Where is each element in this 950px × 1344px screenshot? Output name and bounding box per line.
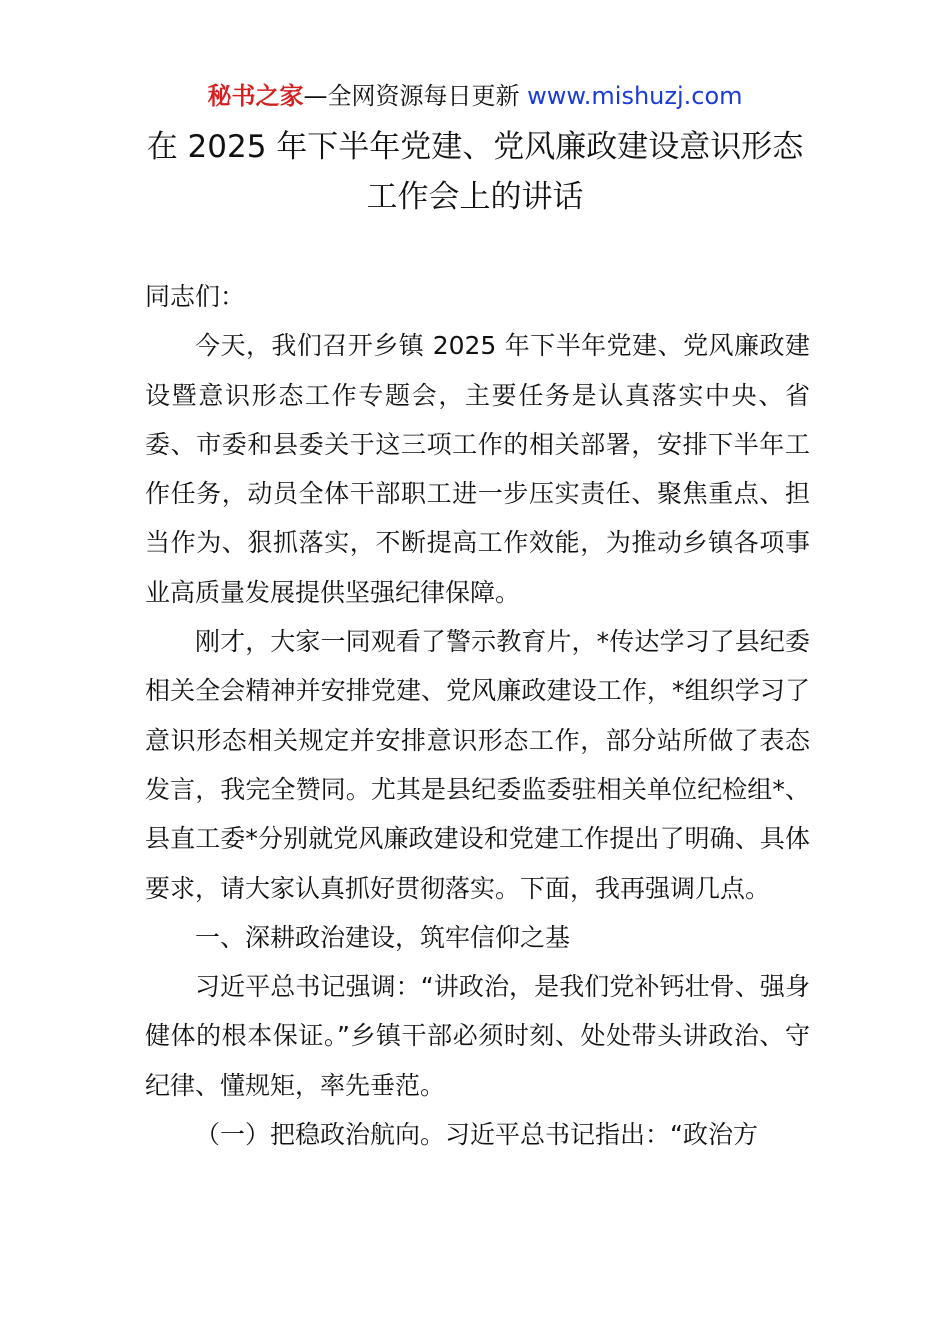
paragraph-4: （一）把稳政治航向。习近平总书记指出：“政治方 [195,1120,758,1150]
title-line-1: 在 2025 年下半年党建、党风廉政建设意识形态 [146,129,804,165]
site-brand: 秘书之家 [207,82,304,110]
salutation: 同志们： [145,282,246,311]
title-line-2: 工作会上的讲话 [366,179,584,215]
site-url[interactable]: www.mishuzj.com [527,82,743,110]
document-title [0,122,950,222]
section-heading-1: 一、深耕政治建设，筑牢信仰之基 [195,922,571,952]
site-slogan: —全网资源每日更新 [303,82,528,110]
paragraph-3: 习近平总书记强调：“讲政治，是我们党补钙壮骨、强身健体的根本保证。”乡镇干部必须时刻、处处带头讲政治、守纪律、懂规矩，率先垂范。 [145,972,810,1100]
site-header [0,80,950,112]
paragraph-2: 刚才，大家一同观看了警示教育片，*传达学习了县纪委相关全会精神并安排党建、党风廉政建设工作，*组织学习了意识形态相关规定并安排意识形态工作，部分站所做了表态发言，我完全赞同。尤其是县纪委监委驻相关单位纪检组*、县直工委*分别就党风廉政建设和党建工作提出了明确、具体要求，请大家认真抓好贯彻落实。下面，我再强调几点。 [145,627,810,903]
document-body [145,272,810,1159]
paragraph-1: 今天，我们召开乡镇 2025 年下半年党建、党风廉政建设暨意识形态工作专题会，主要任务是认真落实中央、省委、市委和县委关于这三项工作的相关部署，安排下半年工作任务，动员全体干部职工进一步压实责任、聚焦重点、担当作为、狠抓落实，不断提高工作效能，为推动乡镇各项事业高质量发展提供坚强纪律保障。 [145,331,810,607]
